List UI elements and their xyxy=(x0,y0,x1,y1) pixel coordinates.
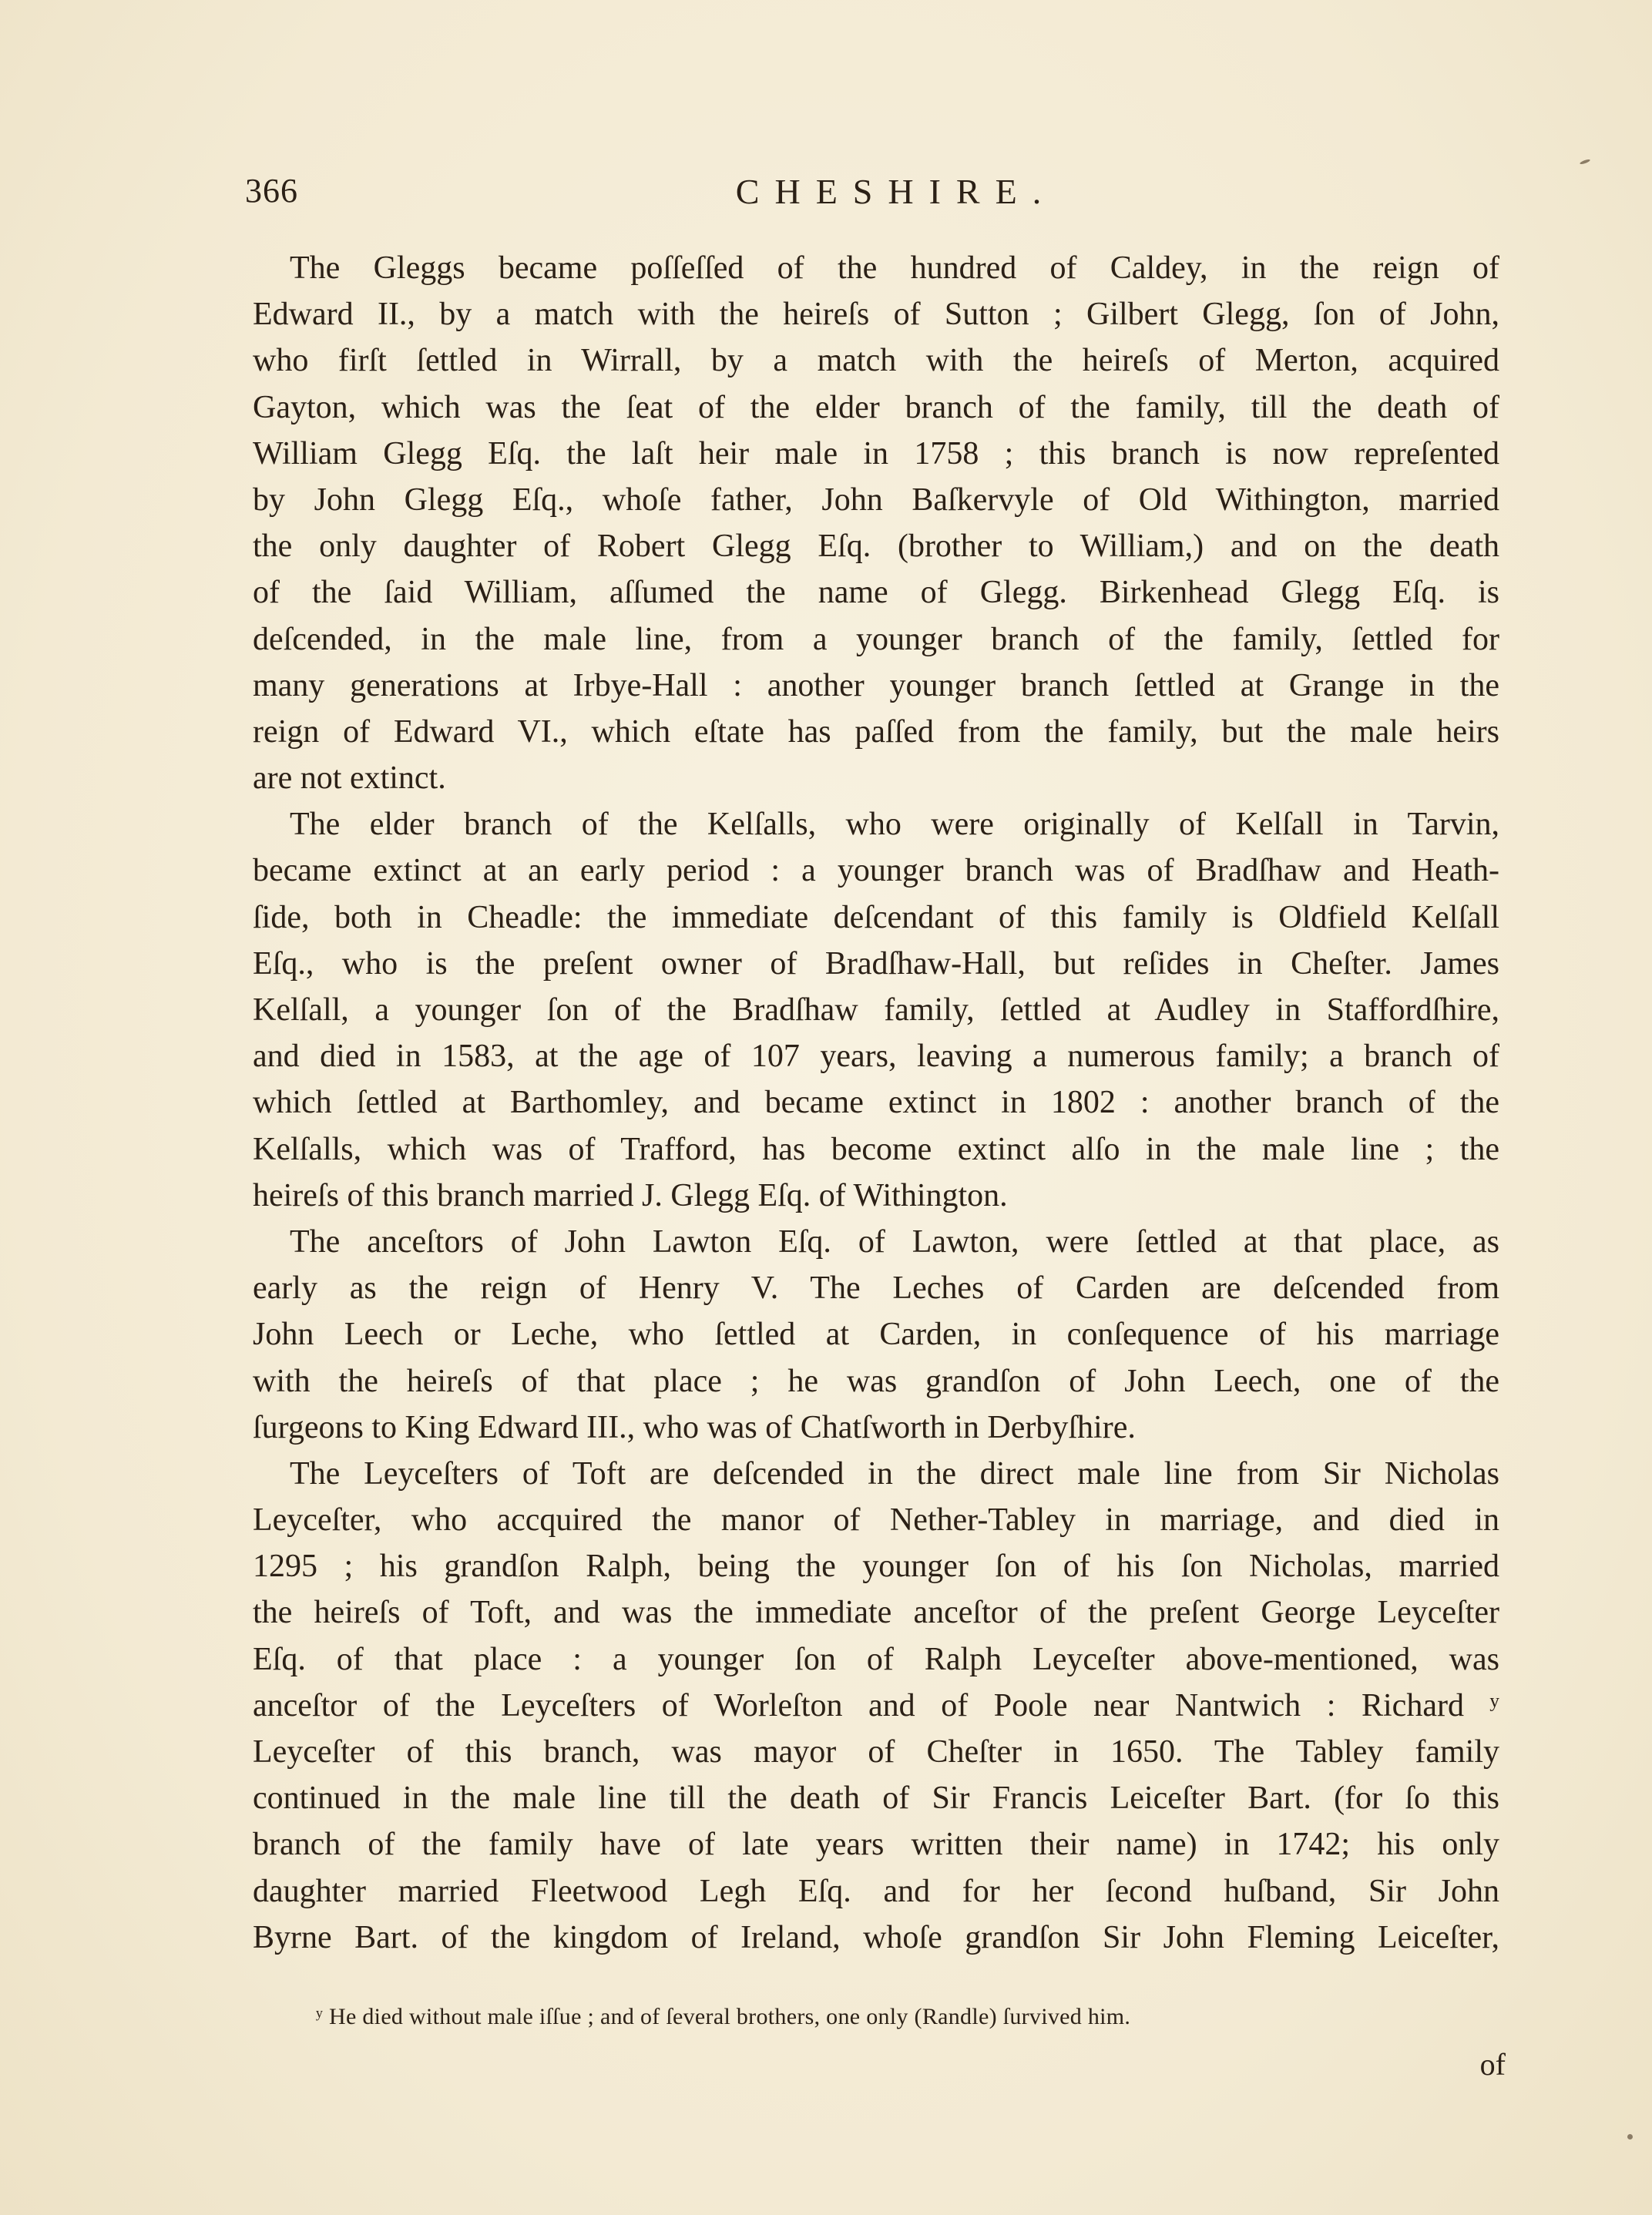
paper-speck xyxy=(1580,159,1591,166)
text-line: Eſq. of that place : a younger ſon of Ralph Leyceſter above-mentioned, was xyxy=(253,1641,1499,1677)
page-number: 366 xyxy=(245,172,298,210)
text-line: of the ſaid William, aſſumed the name of Glegg. Birkenhead Glegg Eſq. is xyxy=(253,575,1499,611)
text-line: many generations at Irbye-Hall : another younger branch ſettled at Grange in the xyxy=(253,667,1499,703)
text-line: continued in the male line till the death of Sir Francis Leiceſter Bart. (for ſo this xyxy=(253,1780,1499,1817)
text-line: The anceſtors of John Lawton Eſq. of Lawton, were ſettled at that place, as xyxy=(290,1223,1499,1260)
text-line: John Leech or Leche, who ſettled at Carden, in conſequence of his marriage xyxy=(253,1317,1499,1353)
text-line: Eſq., who is the preſent owner of Bradſhaw-Hall, but reſides in Cheſter. James xyxy=(253,945,1499,982)
footnote: ʸ He died without male iſſue ; and of ſeveral brothers, one only (Randle) ſurvived him. xyxy=(316,2004,1131,2029)
text-line: Gayton, which was the ſeat of the elder branch of the family, till the death of xyxy=(253,389,1499,425)
text-line: William Glegg Eſq. the laſt heir male in 1758 ; this branch is now repreſented xyxy=(253,435,1499,472)
text-line: which ſettled at Barthomley, and became extinct in 1802 : another branch of the xyxy=(253,1085,1499,1121)
text-line: with the heireſs of that place ; he was grandſon of John Leech, one of the xyxy=(253,1363,1499,1399)
text-line: Kelſalls, which was of Trafford, has become extinct alſo in the male line ; the xyxy=(253,1131,1499,1167)
running-title: CHESHIRE. xyxy=(735,172,1057,211)
text-line: became extinct at an early period : a younger branch was of Bradſhaw and Heath- xyxy=(253,853,1499,889)
catchword: of xyxy=(1479,2047,1506,2082)
text-line: Leyceſter of this branch, was mayor of Cheſter in 1650. The Tabley family xyxy=(253,1734,1499,1770)
text-line: deſcended, in the male line, from a younger branch of the family, ſettled for xyxy=(253,621,1499,657)
text-line: reign of Edward VI., which eſtate has paſſed from the family, but the male heirs xyxy=(253,713,1499,750)
text-line: Byrne Bart. of the kingdom of Ireland, whoſe grandſon Sir John Fleming Leiceſter, xyxy=(253,1919,1499,1955)
text-line: heireſs of this branch married J. Glegg Eſq. of Withington. xyxy=(253,1177,1008,1213)
text-line: and died in 1583, at the age of 107 years, leaving a numerous family; a branch of xyxy=(253,1039,1499,1075)
text-line: The Gleggs became poſſeſſed of the hundred of Caldey, in the reign of xyxy=(290,250,1499,286)
paper-speck xyxy=(1627,2134,1633,2139)
text-line: who firſt ſettled in Wirrall, by a match with the heireſs of Merton, acquired xyxy=(253,343,1499,379)
text-line: early as the reign of Henry V. The Leches of Carden are deſcended from xyxy=(253,1270,1499,1307)
text-line: Kelſall, a younger ſon of the Bradſhaw family, ſettled at Audley in Staffordſhire, xyxy=(253,992,1499,1028)
body-text xyxy=(253,245,1499,1961)
text-line: the heireſs of Toft, and was the immediate anceſtor of the preſent George Leyceſter xyxy=(253,1595,1499,1631)
text-line: anceſtor of the Leyceſters of Worleſton and of Poole near Nantwich : Richard ʸ xyxy=(253,1687,1499,1723)
text-line: ſide, both in Cheadle: the immediate deſcendant of this family is Oldfield Kelſall xyxy=(253,899,1499,935)
text-line: 1295 ; his grandſon Ralph, being the younger ſon of his ſon Nicholas, married xyxy=(253,1549,1499,1585)
text-line: daughter married Fleetwood Legh Eſq. and for her ſecond huſband, Sir John xyxy=(253,1873,1499,1909)
text-line: are not extinct. xyxy=(253,760,446,797)
page-header xyxy=(245,171,1501,225)
text-line: The Leyceſters of Toft are deſcended in the direct male line from Sir Nicholas xyxy=(290,1455,1499,1492)
text-line: Leyceſter, who accquired the manor of Nether-Tabley in marriage, and died in xyxy=(253,1502,1499,1539)
text-line: by John Glegg Eſq., whoſe father, John Baſkervyle of Old Withington, married xyxy=(253,482,1499,518)
text-line: branch of the family have of late years written their name) in 1742; his only xyxy=(253,1827,1499,1863)
text-line: The elder branch of the Kelſalls, who were originally of Kelſall in Tarvin, xyxy=(290,807,1499,843)
text-line: the only daughter of Robert Glegg Eſq. (brother to William,) and on the death xyxy=(253,529,1499,565)
text-line: ſurgeons to King Edward III., who was of Chatſworth in Derbyſhire. xyxy=(253,1409,1136,1445)
text-line: Edward II., by a match with the heireſs of Sutton ; Gilbert Glegg, ſon of John, xyxy=(253,297,1499,333)
